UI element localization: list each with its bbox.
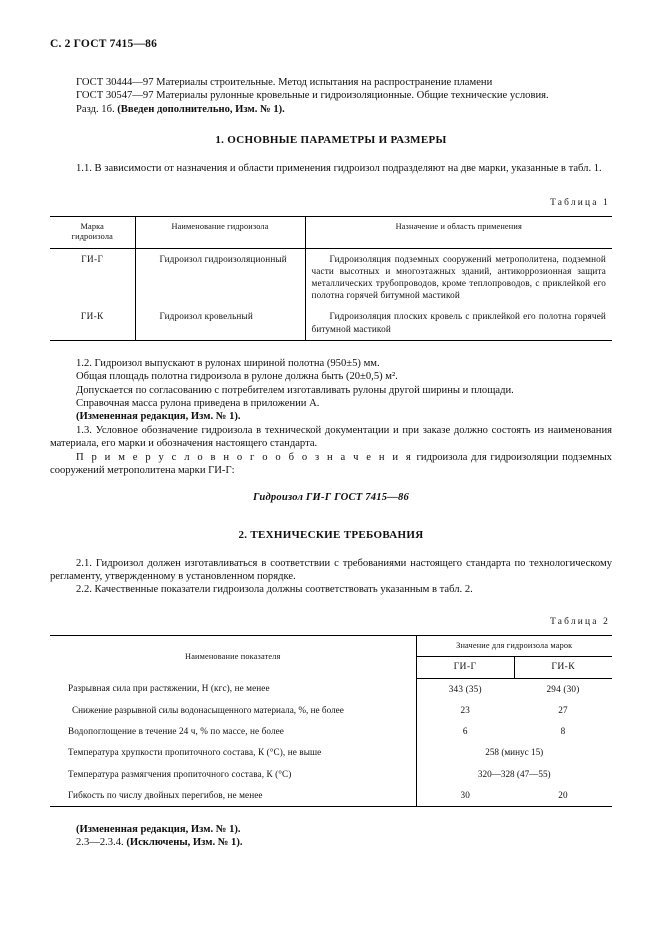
footer-amendment-line-1: (Измененная редакция, Изм. № 1). bbox=[76, 823, 241, 835]
table-2-r4-value: 258 (минус 15) bbox=[485, 747, 544, 758]
table-1-head bbox=[50, 216, 612, 248]
table-1-col-mark-line1: Марка bbox=[80, 221, 105, 231]
paragraph-1-2-d: Справочная масса рулона приведена в приложении А. bbox=[76, 398, 320, 410]
table-row bbox=[50, 785, 612, 807]
footer-amendment-line-2 bbox=[50, 836, 612, 849]
table-row bbox=[50, 764, 612, 785]
table-row bbox=[50, 306, 612, 340]
table-2-r6-name: Гибкость по числу двойных перегибов, не менее bbox=[50, 785, 416, 807]
table-1-col-application: Назначение и область применения bbox=[305, 216, 612, 248]
table-2-col-gi-g: ГИ-Г bbox=[416, 657, 514, 679]
table-2-r1-name: Разрывная сила при растяжении, Н (кгс), не менее bbox=[50, 678, 416, 700]
table-2-body bbox=[50, 678, 612, 806]
table-1-col-mark-line2: гидроизола bbox=[71, 232, 113, 242]
example-label: П р и м е р у с л о в н о г о о б о з н а ч е н и я bbox=[76, 451, 413, 463]
footer-excluded-note: (Исключены, Изм. № 1). bbox=[126, 837, 243, 849]
table-2-col-name: Наименование показателя bbox=[50, 635, 416, 678]
paragraph-2-2: 2.2. Качественные показатели гидроизола должны соответствовать указанным в табл. 2. bbox=[76, 584, 473, 596]
table-row bbox=[50, 678, 612, 700]
section-1-heading: 1. ОСНОВНЫЕ ПАРАМЕТРЫ И РАЗМЕРЫ bbox=[215, 134, 447, 147]
page-content bbox=[50, 38, 612, 850]
example-text: гидроизола для гидроизоляции подземных сооружений метрополитена марки ГИ-Г: bbox=[50, 451, 612, 477]
table-1-col-name: Наименование гидроизола bbox=[135, 216, 305, 248]
table-2-r6-gi-k: 20 bbox=[514, 785, 612, 807]
paragraph-1-2-c: Допускается по согласованию с потребителем изготавливать рулоны другой ширины и площади. bbox=[76, 384, 514, 396]
table-1-col-mark bbox=[50, 216, 135, 248]
running-head: С. 2 ГОСТ 7415—86 bbox=[50, 38, 158, 50]
table-1-r1-name: Гидроизол гидроизоляционный bbox=[135, 248, 305, 306]
table-2-r2-name: Снижение разрывной силы водонасыщенного материала, %, не более bbox=[50, 700, 416, 721]
table-1-r1-application: Гидроизоляция подземных сооружений метрополитена, подземной части высотных и многоэтажных зданий, антикоррозионная защита металлических трубопроводов, кроме теплопроводов, с приклейкой его полотна горячей битумной мастикой bbox=[311, 253, 606, 301]
table-1-header-row bbox=[50, 216, 612, 248]
razdel-1b-note bbox=[50, 103, 612, 116]
paragraph-1-3-example bbox=[50, 451, 612, 478]
table-row bbox=[50, 248, 612, 306]
table-1-r2-name: Гидроизол кровельный bbox=[135, 306, 305, 340]
table-row bbox=[50, 700, 612, 721]
section-2-heading: 2. ТЕХНИЧЕСКИЕ ТРЕБОВАНИЯ bbox=[238, 528, 424, 541]
table-2-r1-gi-g: 343 (35) bbox=[448, 683, 482, 694]
paragraph-1-3: 1.3. Условное обозначение гидроизола в технической документации и при заказе должно состоять из наименования материала, его марки и обозначения настоящего стандарта. bbox=[50, 424, 612, 450]
paragraph-1-2-a: 1.2. Гидроизол выпускают в рулонах шириной полотна (950±5) мм. bbox=[76, 357, 380, 369]
table-1-r2-application: Гидроизоляция плоских кровель с приклейкой его полотна горячей битумной мастикой bbox=[305, 306, 612, 340]
footer-clause-range: 2.3—2.3.4. bbox=[76, 837, 127, 849]
table-2-head bbox=[50, 635, 612, 678]
table-2-r1-gi-k: 294 (30) bbox=[546, 683, 580, 694]
table-1-body bbox=[50, 248, 612, 340]
paragraph-2-1: 2.1. Гидроизол должен изготавливаться в соответствии с требованиями настоящего стандарта по технологическому регламенту, утвержденному в установленном порядке. bbox=[50, 557, 612, 582]
table-1-caption: Таблица 1 bbox=[550, 197, 610, 208]
table-2 bbox=[50, 635, 612, 807]
razdel-1b-amendment: (Введен дополнительно, Изм. № 1). bbox=[117, 103, 285, 115]
table-2-r3-gi-k: 8 bbox=[560, 726, 566, 737]
paragraph-1-1: 1.1. В зависимости от назначения и области применения гидроизол подразделяют на две марки, указанные в табл. 1. bbox=[76, 163, 602, 175]
table-row bbox=[50, 742, 612, 763]
table-2-col-gi-k: ГИ-К bbox=[514, 657, 612, 679]
table-2-r4-name: Температура хрупкости пропиточного состава, К (°С), не выше bbox=[50, 742, 416, 763]
table-2-r2-gi-g: 23 bbox=[460, 704, 471, 715]
razdel-1b-prefix: Разд. 1б. bbox=[76, 103, 118, 115]
table-2-r6-gi-g: 30 bbox=[416, 785, 514, 807]
paragraph-1-2-b: Общая площадь полотна гидроизола в рулоне должна быть (20±0,5) м². bbox=[76, 371, 398, 383]
paragraph-1-2-amendment: (Измененная редакция, Изм. № 1). bbox=[76, 411, 241, 423]
reference-line-1: ГОСТ 30444—97 Материалы строительные. Метод испытания на распространение пламени bbox=[76, 77, 493, 88]
table-1-r1-mark: ГИ-Г bbox=[50, 248, 135, 306]
table-1 bbox=[50, 216, 612, 341]
table-2-r3-gi-g: 6 bbox=[462, 726, 468, 737]
table-2-caption: Таблица 2 bbox=[550, 616, 610, 627]
table-2-col-group: Значение для гидроизола марок bbox=[416, 635, 612, 657]
table-2-r2-gi-k: 27 bbox=[558, 704, 568, 715]
reference-line-2: ГОСТ 30547—97 Материалы рулонные кровельные и гидроизоляционные. Общие технические условия. bbox=[76, 90, 549, 102]
table-2-header-row-1 bbox=[50, 635, 612, 657]
designation-example: Гидроизол ГИ-Г ГОСТ 7415—86 bbox=[252, 491, 410, 503]
table-2-r5-value: 320—328 (47—55) bbox=[477, 768, 551, 779]
table-2-r5-name: Температура размягчения пропиточного состава, К (°С) bbox=[50, 764, 416, 785]
table-2-r3-name: Водопоглощение в течение 24 ч, % по массе, не более bbox=[50, 721, 416, 742]
table-row bbox=[50, 721, 612, 742]
table-1-r2-mark: ГИ-К bbox=[50, 306, 135, 340]
